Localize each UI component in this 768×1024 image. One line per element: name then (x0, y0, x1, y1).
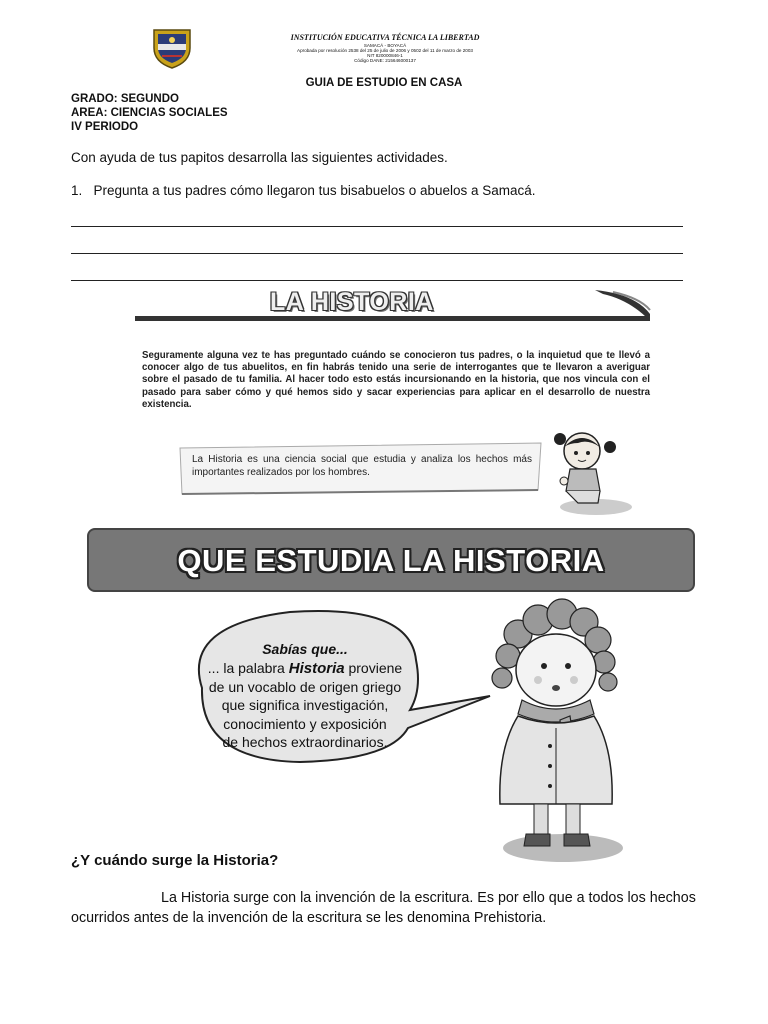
institution-dane: Código DANE: 215646000137 (354, 58, 416, 63)
answer-line[interactable] (71, 280, 683, 281)
bubble-line-4: conocimiento y exposición (223, 716, 387, 732)
institution-nit: NIT 820000846-1 (367, 53, 403, 58)
que-estudia-banner: QUE ESTUDIA LA HISTORIA (87, 528, 695, 592)
bubble-line-5: de hechos extraordinarios. (222, 734, 388, 750)
historia-definition: La Historia es una ciencia social que estudia y analiza los hechos más importantes realizados por los hombres. (192, 454, 532, 478)
historia-paragraph: Seguramente alguna vez te has preguntado cuándo se conocieron tus padres, o la inquietud que te llevó a conocer algo de tus abuelitos, en fin habrás tenido una serie de interrogantes que te llevaron a averiguar sobre el pasado de tu familia. Al hacer todo esto estás incursionando en la historia, que nos vincula con el pasado para saber cómo y qué hemos sido y sacar experiencias para aplicar en el desarrollo de nuestra existencia. (142, 350, 650, 410)
period-label: IV PERIODO (71, 121, 139, 133)
bubble-heading: Sabías que... (262, 641, 348, 657)
bubble-line-3: que significa investigación, (221, 697, 389, 713)
curly-haired-child-illustration (478, 598, 643, 870)
question-text: Pregunta a tus padres cómo llegaron tus bisabuelos o abuelos a Samacá. (93, 183, 536, 198)
school-crest-icon (150, 26, 194, 70)
answer-line[interactable] (71, 253, 683, 254)
la-historia-title: LA HISTORIA (270, 288, 434, 316)
institution-name: INSTITUCIÓN EDUCATIVA TÉCNICA LA LIBERTAD (290, 33, 480, 42)
bubble-emphasis: Historia (288, 660, 345, 677)
answer-line[interactable] (71, 226, 683, 227)
origin-question-heading: ¿Y cuándo surge la Historia? (71, 852, 279, 869)
intro-instruction: Con ayuda de tus papitos desarrolla las siguientes actividades. (71, 150, 448, 165)
question-1 (71, 183, 536, 198)
bubble-text-fragment: proviene (344, 660, 403, 676)
institution-resolution: Aprobada por resolución 2538 del 25 de julio de 2006 y 0502 del 11 de marzo de 2003 (297, 48, 473, 53)
girl-illustration (538, 425, 634, 517)
bubble-text-fragment: ... la palabra (207, 660, 289, 676)
guide-title: GUIA DE ESTUDIO EN CASA (305, 77, 463, 89)
institution-city: SAMACÁ - BOYACÁ (363, 43, 407, 48)
question-number: 1. (71, 183, 83, 198)
grade-label: GRADO: SEGUNDO (71, 93, 179, 105)
bubble-line-1 (205, 660, 405, 677)
origin-answer-paragraph: La Historia surge con la invención de la escritura. Es por ello que a todos los hechos ocurridos antes de la invención de la escritura se les denomina Prehistoria. (71, 890, 696, 926)
bubble-line-2: de un vocablo de origen griego (208, 679, 402, 695)
area-label: AREA: CIENCIAS SOCIALES (71, 107, 228, 119)
